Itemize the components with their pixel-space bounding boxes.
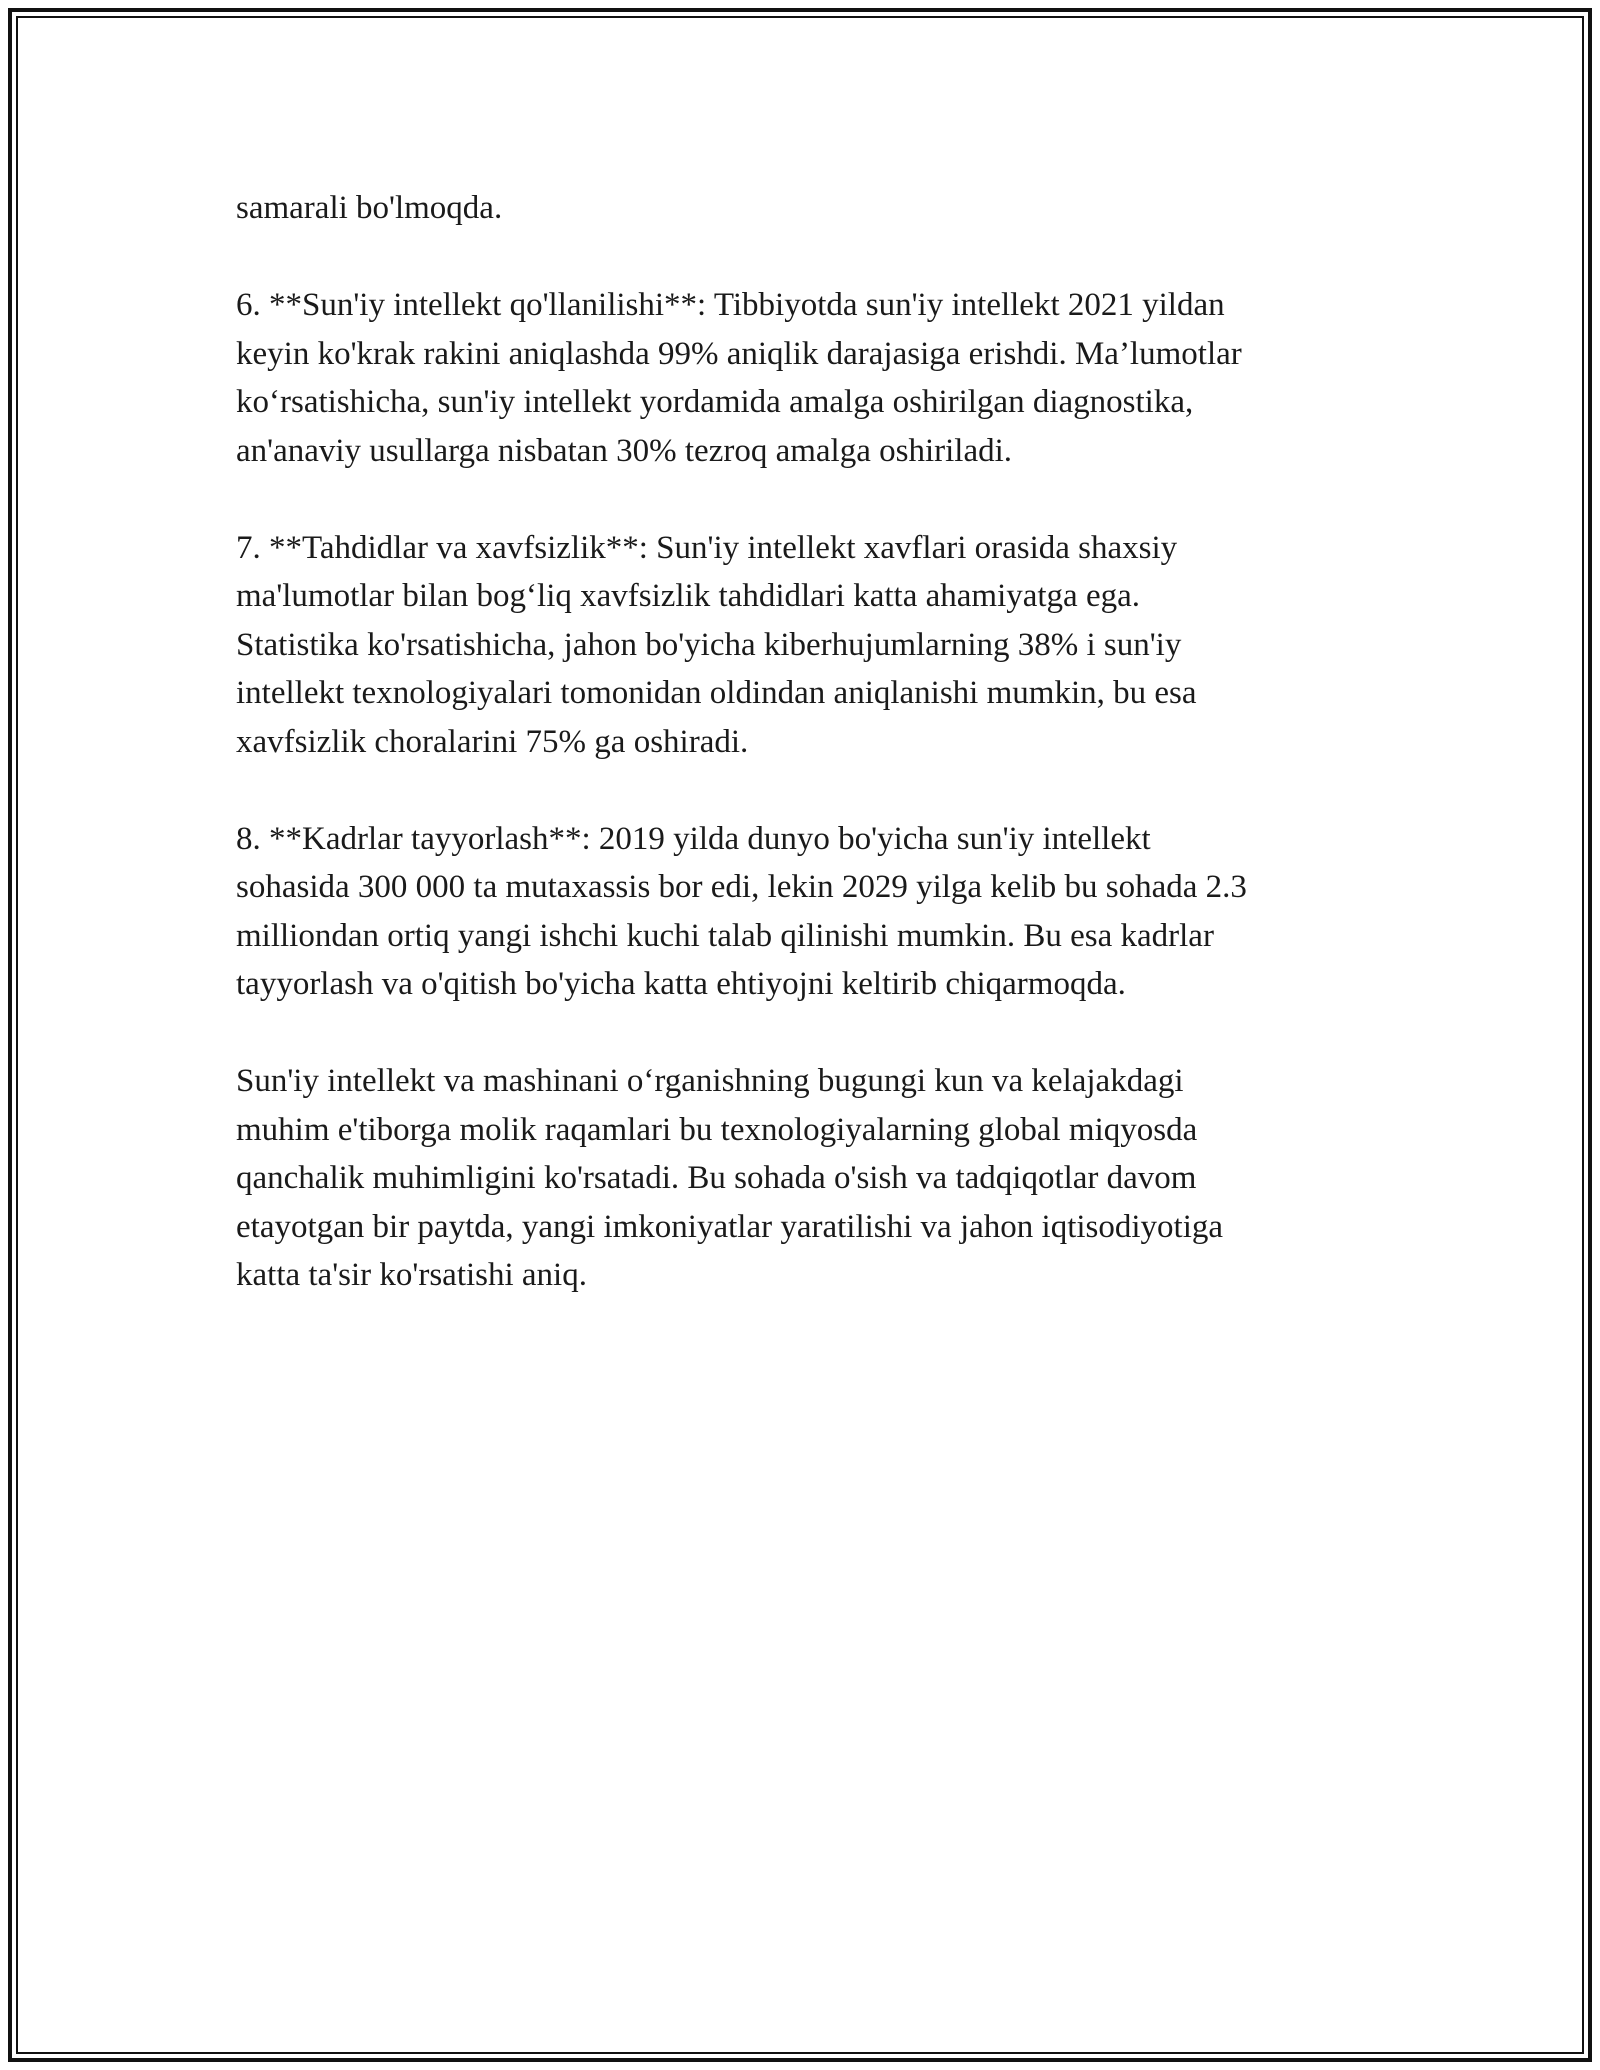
document-body: [236, 184, 1366, 1348]
paragraph-conclusion: [236, 1057, 1366, 1300]
text-line: keyin ko'krak rakini aniqlashda 99% aniqlik darajasiga erishdi. Ma’lumotlar: [236, 335, 1242, 372]
text-line: tayyorlash va o'qitish bo'yicha katta ehtiyojni keltirib chiqarmoqda.: [236, 966, 1126, 1002]
text-line: muhim e'tiborga molik raqamlari bu texnologiyalarning global miqyosda: [236, 1111, 1198, 1148]
text-line: 7. **Tahdidlar va xavfsizlik**: Sun'iy intellekt xavflari orasida shaxsiy: [236, 529, 1178, 566]
text-line: samarali bo'lmoqda.: [236, 190, 503, 226]
text-line: sohasida 300 000 ta mutaxassis bor edi, lekin 2029 yilga kelib bu sohada 2.3: [236, 869, 1247, 905]
text-line: Sun'iy intellekt va mashinani o‘rganishning bugungi kun va kelajakdagi: [236, 1063, 1184, 1099]
paragraph-threats-security: [236, 524, 1366, 767]
text-line: ko‘rsatishicha, sun'iy intellekt yordamida amalga oshirilgan diagnostika,: [236, 384, 1194, 420]
text-line: ma'lumotlar bilan bog‘liq xavfsizlik tahdidlari katta ahamiyatga ega.: [236, 578, 1140, 614]
text-line: Statistika ko'rsatishicha, jahon bo'yicha kiberhujumlarning 38% i sun'iy: [236, 626, 1182, 663]
text-line: milliondan ortiq yangi ishchi kuchi talab qilinishi mumkin. Bu esa kadrlar: [236, 917, 1214, 954]
text-line: 6. **Sun'iy intellekt qo'llanilishi**: Tibbiyotda sun'iy intellekt 2021 yildan: [236, 287, 1225, 323]
text-line: katta ta'sir ko'rsatishi aniq.: [236, 1257, 587, 1293]
text-line: an'anaviy usullarga nisbatan 30% tezroq amalga oshiriladi.: [236, 432, 1013, 469]
text-line: xavfsizlik choralarini 75% ga oshiradi.: [236, 723, 749, 760]
paragraph-ai-application: [236, 281, 1366, 475]
text-line: 8. **Kadrlar tayyorlash**: 2019 yilda dunyo bo'yicha sun'iy intellekt: [236, 820, 1151, 857]
text-line: etayotgan bir paytda, yangi imkoniyatlar yaratilishi va jahon iqtisodiyotiga: [236, 1208, 1224, 1245]
text-line: intellekt texnologiyalari tomonidan oldindan aniqlanishi mumkin, bu esa: [236, 675, 1197, 711]
text-line: qanchalik muhimligini ko'rsatadi. Bu sohada o'sish va tadqiqotlar davom: [236, 1160, 1197, 1196]
paragraph-workforce: [236, 815, 1366, 1009]
paragraph-continuation: [236, 184, 1366, 233]
